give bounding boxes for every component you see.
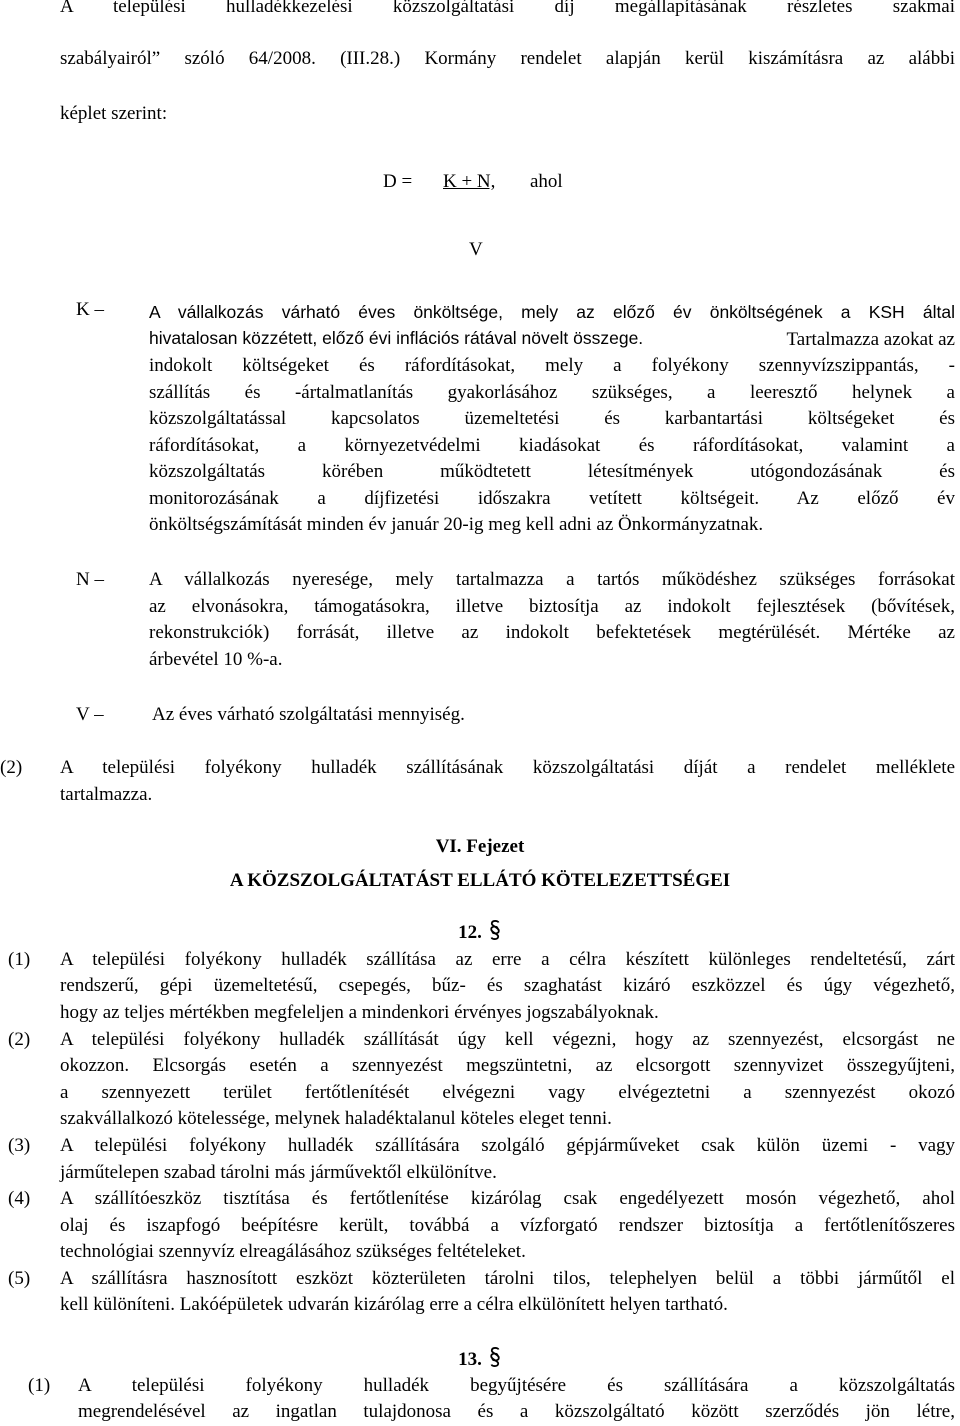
paragraph-line: A települési folyékony hulladék szállításának közszolgáltatási díját a rendelet melléklete xyxy=(60,757,955,778)
paragraph-line: hogy az teljes mértékben megfeleljen a mindenkori érvényes jogszabályoknak. xyxy=(60,1002,659,1023)
formula-tail: ahol xyxy=(530,171,563,192)
section-number: 12. xyxy=(458,922,482,943)
definition-k-rest-2: szállítás és -ártalmatlanítás gyakorlásához szükséges, a leeresztő helynek a xyxy=(149,382,955,403)
paragraph-number: (4) xyxy=(8,1188,31,1209)
section-number: 13. xyxy=(458,1349,482,1370)
definition-k-rest-1: indokolt költségeket és ráfordításokat, mely a folyékony szennyvízszippantás, - xyxy=(149,355,955,376)
paragraph-line: A települési folyékony hulladék begyűjtésére és szállítására a közszolgáltatás xyxy=(78,1375,955,1396)
formula-lhs: D = xyxy=(383,171,413,192)
definition-k-rest-0: Tartalmazza azokat az xyxy=(786,329,955,350)
paragraph-number: (3) xyxy=(8,1135,31,1156)
formula-numerator: K + N, xyxy=(443,171,496,192)
definition-v-line-1: Az éves várható szolgáltatási mennyiség. xyxy=(152,704,465,725)
definition-k-rest-3: közszolgáltatással kapcsolatos üzemeltetési és karbantartási költségeket és xyxy=(149,408,955,429)
definition-n-line-1: A vállalkozás nyeresége, mely tartalmazza a tartós működéshez szükséges forrásokat xyxy=(149,569,955,590)
definition-n-line-3: rekonstrukciók) forrását, illetve az indokolt befektetések megtérülését. Mértéke az xyxy=(149,622,955,643)
paragraph-line: szakvállalkozó kötelessége, melynek haladéktalanul köteles eleget tenni. xyxy=(60,1108,612,1129)
paragraph-line: tartalmazza. xyxy=(60,784,153,805)
intro-line-2: szabályairól” szóló 64/2008. (III.28.) Kormány rendelet alapján kerül kiszámításra az alábbi xyxy=(60,48,955,69)
paragraph-number: (2) xyxy=(0,757,23,778)
paragraph-line: járműtelepen szabad tárolni más járművektől elkülönítve. xyxy=(60,1162,497,1183)
definition-k-rest-7: önköltségszámítását minden év január 20-ig meg kell adni az Önkormányzatnak. xyxy=(149,514,764,535)
definition-label-k: K – xyxy=(76,299,104,320)
paragraph-line: A települési folyékony hulladék szállítására szolgáló gépjárműveket csak külön üzemi - vagy xyxy=(60,1135,955,1156)
formula-denominator: V xyxy=(469,239,483,260)
paragraph-line: okozzon. Elcsorgás esetén a szennyezést megszüntetni, az elcsorgott szennyvizet összegyűjteni, xyxy=(60,1055,955,1076)
paragraph-line: technológiai szennyvíz elreagálásához szükséges feltételeket. xyxy=(60,1241,526,1262)
chapter-number: VI. Fejezet xyxy=(435,836,525,857)
paragraph-line: A szállításra hasznosított eszközt közterületen tárolni tilos, telephelyen belül a többi járműtől el xyxy=(60,1268,955,1289)
definition-k-rest-6: monitorozásának a díjfizetési időszakra vetített költségeit. Az előző év xyxy=(149,488,955,509)
definition-n-line-4: árbevétel 10 %-a. xyxy=(149,649,283,670)
intro-line-3: képlet szerint: xyxy=(60,103,168,124)
definition-label-v: V – xyxy=(76,704,104,725)
paragraph-number: (1) xyxy=(8,949,31,970)
definition-k-line-1: A vállalkozás várható éves önköltsége, mely az előző év önköltségének a KSH által xyxy=(149,302,955,322)
paragraph-line: a szennyezett terület fertőtlenítését elvégezni vagy elvégeztetni a szennyezést okozó xyxy=(60,1082,955,1103)
paragraph-line: A szállítóeszköz tisztítása és fertőtlenítése kizárólag csak engedélyezett mosón végezhető, ahol xyxy=(60,1188,955,1209)
definition-k-rest-5: közszolgáltatás körében működtetett létesítmények utógondozásának és xyxy=(149,461,955,482)
paragraph-line: rendszerű, gépi üzemeltetésű, csepegés, bűz- és szaghatást kizáró eszközzel és úgy végezhető, xyxy=(60,975,955,996)
paragraph-line: A települési folyékony hulladék szállítását úgy kell végezni, hogy az szennyezést, elcsorgást ne xyxy=(60,1029,955,1050)
definition-n-line-2: az elvonásokra, támogatásokra, illetve biztosítja az indokolt fejlesztések (bővítések, xyxy=(149,596,955,617)
paragraph-number: (1) xyxy=(28,1375,51,1396)
paragraph-number: (5) xyxy=(8,1268,31,1289)
intro-line-1: A települési hulladékkezelési közszolgáltatási díj megállapításának részletes szakmai xyxy=(60,0,955,17)
section-heading-13 xyxy=(0,1346,960,1374)
paragraph-number: (2) xyxy=(8,1029,31,1050)
paragraph-line: megrendelésével az ingatlan tulajdonosa és a közszolgáltató között szerződés jön létre, xyxy=(78,1401,955,1422)
paragraph-line: kell különíteni. Lakóépületek udvarán kizárólag erre a célra elkülönített helyen tartható. xyxy=(60,1294,728,1315)
definition-label-n: N – xyxy=(76,569,104,590)
paragraph-line: A települési folyékony hulladék szállítása az erre a célra készített különleges rendeltetésű, zárt xyxy=(60,949,955,970)
definition-k-rest-4: ráfordításokat, a környezetvédelmi kiadásokat és ráfordításokat, valamint a xyxy=(149,435,955,456)
definition-k-line-2: hivatalosan közzétett, előző évi inflációs rátával növelt összege. xyxy=(149,328,644,348)
chapter-title: A KÖZSZOLGÁLTATÁST ELLÁTÓ KÖTELEZETTSÉGEI xyxy=(229,870,731,891)
section-sign-icon xyxy=(488,1346,502,1368)
section-heading-12 xyxy=(0,919,960,947)
section-sign-icon xyxy=(488,919,502,941)
paragraph-line: olaj és iszapfogó beépítésre került, továbbá a vízforgató rendszer biztosítja a fertőtlenítőszeres xyxy=(60,1215,955,1236)
